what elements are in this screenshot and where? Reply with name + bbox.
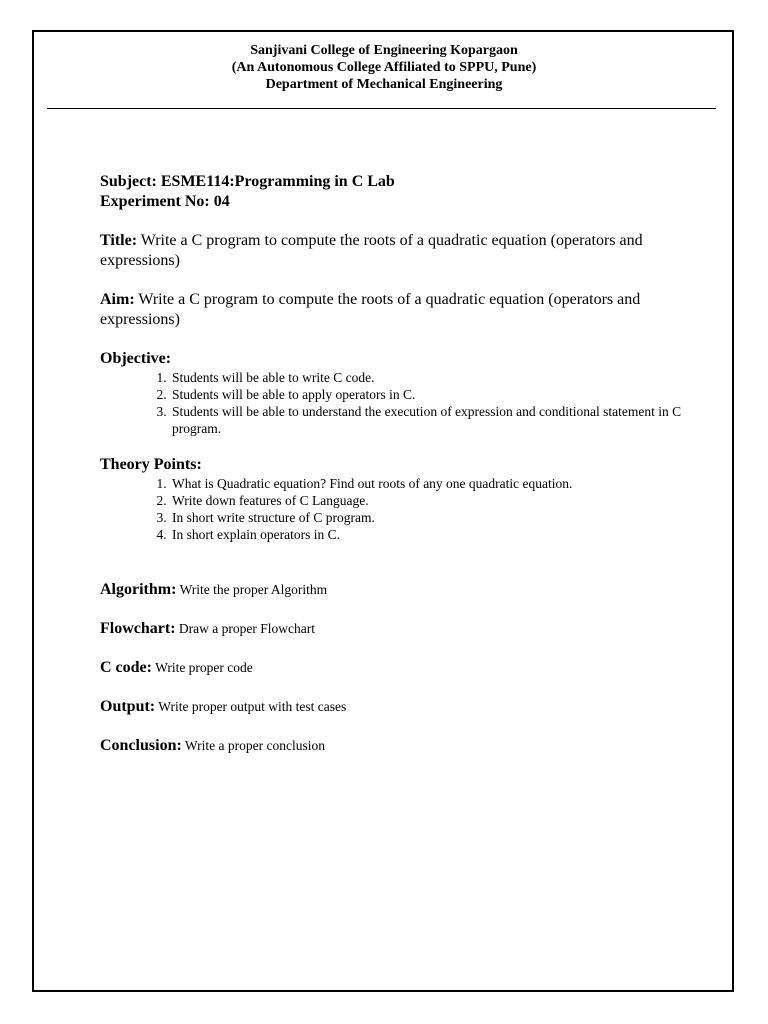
aim-section <box>100 290 690 330</box>
flowchart-label: Flowchart: <box>100 620 176 637</box>
conclusion-text: Write a proper conclusion <box>181 738 325 753</box>
conclusion-label: Conclusion: <box>100 737 182 754</box>
college-affiliation: (An Autonomous College Affiliated to SPPU, Pune) <box>231 60 537 75</box>
header-divider <box>47 108 716 109</box>
theory-heading: Theory Points: <box>100 456 202 473</box>
aim-label: Aim: <box>100 291 135 308</box>
aim-text: Write a C program to compute the roots of a quadratic equation (operators and expressions) <box>100 291 641 328</box>
experiment-number: Experiment No: 04 <box>100 193 230 210</box>
list-item: 3. Students will be able to understand the execution of expression and conditional statement in C program. <box>170 403 690 437</box>
department-name: Department of Mechanical Engineering <box>265 77 503 92</box>
title-section <box>100 231 690 271</box>
college-name: Sanjivani College of Engineering Kopargaon <box>250 43 518 58</box>
list-item: 2. Students will be able to apply operators in C. <box>170 386 690 403</box>
conclusion-section <box>100 735 690 757</box>
flowchart-section <box>100 618 690 640</box>
output-section <box>100 696 690 718</box>
subject-line: Subject: ESME114:Programming in C Lab <box>100 173 395 190</box>
list-item: 1. Students will be able to write C code. <box>170 369 690 386</box>
ccode-section <box>100 657 690 679</box>
algorithm-label: Algorithm: <box>100 581 177 598</box>
ccode-text: Write proper code <box>151 660 253 675</box>
list-item: 1. What is Quadratic equation? Find out roots of any one quadratic equation. <box>170 475 690 492</box>
list-item: 3. In short write structure of C program. <box>170 509 690 526</box>
algorithm-section <box>100 579 690 601</box>
objective-list <box>100 369 690 437</box>
title-text: Write a C program to compute the roots of a quadratic equation (operators and expressions) <box>100 232 643 269</box>
objective-heading: Objective: <box>100 350 172 367</box>
document-header <box>0 42 768 93</box>
ccode-label: C code: <box>100 659 152 676</box>
theory-list <box>100 475 690 543</box>
output-text: Write proper output with test cases <box>155 699 347 714</box>
document-content <box>100 172 690 757</box>
title-label: Title: <box>100 232 138 249</box>
output-label: Output: <box>100 698 156 715</box>
list-item: 2. Write down features of C Language. <box>170 492 690 509</box>
list-item: 4. In short explain operators in C. <box>170 526 690 543</box>
algorithm-text: Write the proper Algorithm <box>176 582 328 597</box>
flowchart-text: Draw a proper Flowchart <box>175 621 315 636</box>
